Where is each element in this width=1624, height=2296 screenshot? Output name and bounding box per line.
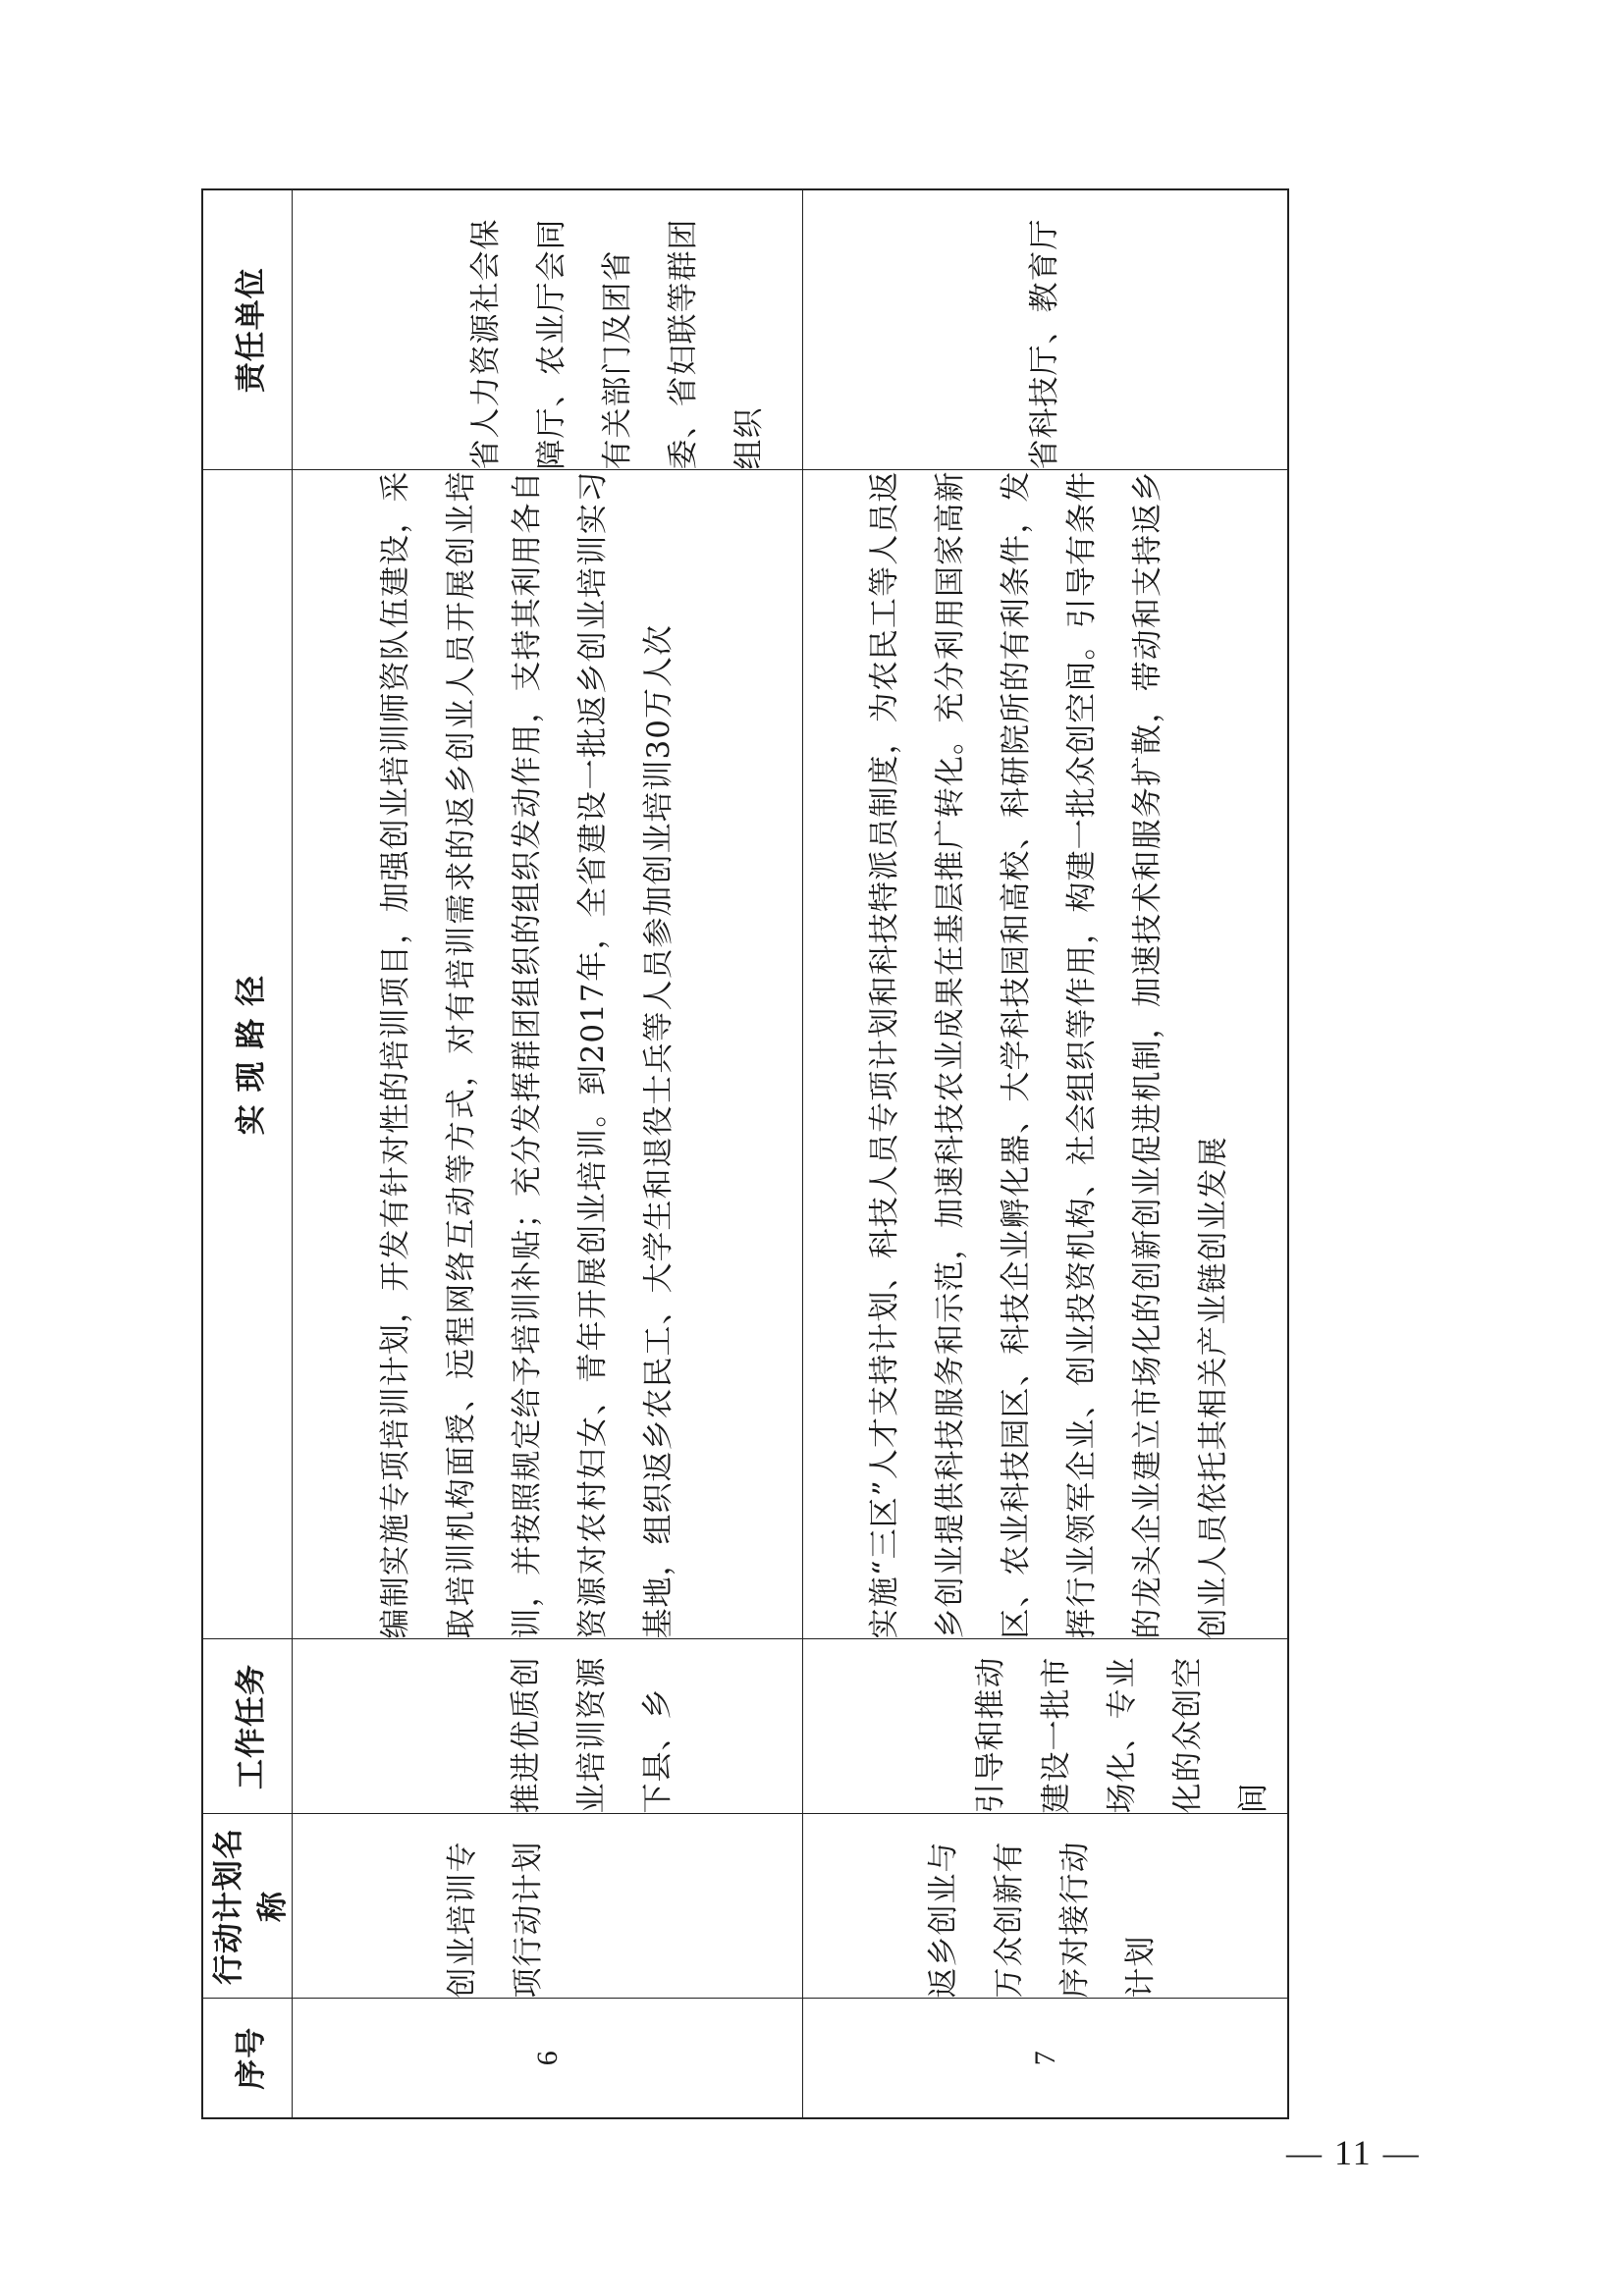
row-work-task bbox=[803, 1639, 1289, 1814]
responsible-unit-text: 省人力资源社会保障厅、农业厅会同有关部门及团省委、省妇联等群团组织 bbox=[468, 218, 767, 470]
header-plan-name: 行动计划名称 bbox=[202, 1814, 293, 1999]
implementation-path-text: 实施“三区”人才支持计划、科技人员专项计划和科技特派员制度，为农民工等人员返乡创业提供科技服务和示范，加速科技农业成果在基层推广转化。充分利用国家高新区、农业科技园区、科技企业孵化器、大学科技园和高校、科研院所的有利条件，发挥行业领军企业、创业投资机构、社会组织等作用，构建一批众创空间。引导有条件的龙头企业建立市场化的创新创业促进机制，加速技术和服务扩散，带动和支持返乡创业人员依托其相关产业链创业发展 bbox=[867, 470, 1231, 1639]
row-implementation-path bbox=[803, 470, 1289, 1639]
plan-name-text: 创业培训专项行动计划 bbox=[445, 1841, 546, 1999]
header-responsible-unit: 责任单位 bbox=[202, 189, 293, 470]
work-task-text: 引导和推动建设一批市场化、专业化的众创空间 bbox=[973, 1656, 1272, 1814]
action-plan-table bbox=[201, 188, 1289, 2119]
row-serial: 6 bbox=[293, 1999, 803, 2118]
row-implementation-path bbox=[293, 470, 803, 1639]
header-implementation-path: 实 现 路 径 bbox=[202, 470, 293, 1639]
row-responsible-unit bbox=[293, 189, 803, 470]
implementation-path-text: 编制实施专项培训计划，开发有针对性的培训项目，加强创业培训师资队伍建设，采取培训机构面授、远程网络互动等方式，对有培训需求的返乡创业人员开展创业培训，并按照规定给予培训补贴；充分发挥群团组织的组织发动作用，支持其利用各自资源对农村妇女、青年开展创业培训。到2017年，全省建设一批返乡创业培训实习基地，组织返乡农民工、大学生和退役士兵等人员参加创业培训30万人次 bbox=[378, 470, 677, 1639]
work-task-text: 推进优质创业培训资源下县、乡 bbox=[509, 1656, 676, 1814]
row-work-task bbox=[293, 1639, 803, 1814]
plan-name-text: 返乡创业与万众创新有序对接行动计划 bbox=[926, 1841, 1159, 1999]
page-number: — 11 — bbox=[1286, 2133, 1421, 2172]
rotated-table-container bbox=[201, 190, 1274, 2119]
table-row bbox=[293, 189, 803, 2118]
row-responsible-unit bbox=[803, 189, 1289, 470]
header-work-task: 工作任务 bbox=[202, 1639, 293, 1814]
row-serial: 7 bbox=[803, 1999, 1289, 2118]
header-serial: 序号 bbox=[202, 1999, 293, 2118]
responsible-unit-text: 省科技厅、教育厅 bbox=[1027, 218, 1062, 470]
row-plan-name bbox=[293, 1814, 803, 1999]
row-plan-name bbox=[803, 1814, 1289, 1999]
table-row bbox=[803, 189, 1289, 2118]
table-header-row bbox=[202, 189, 293, 2118]
